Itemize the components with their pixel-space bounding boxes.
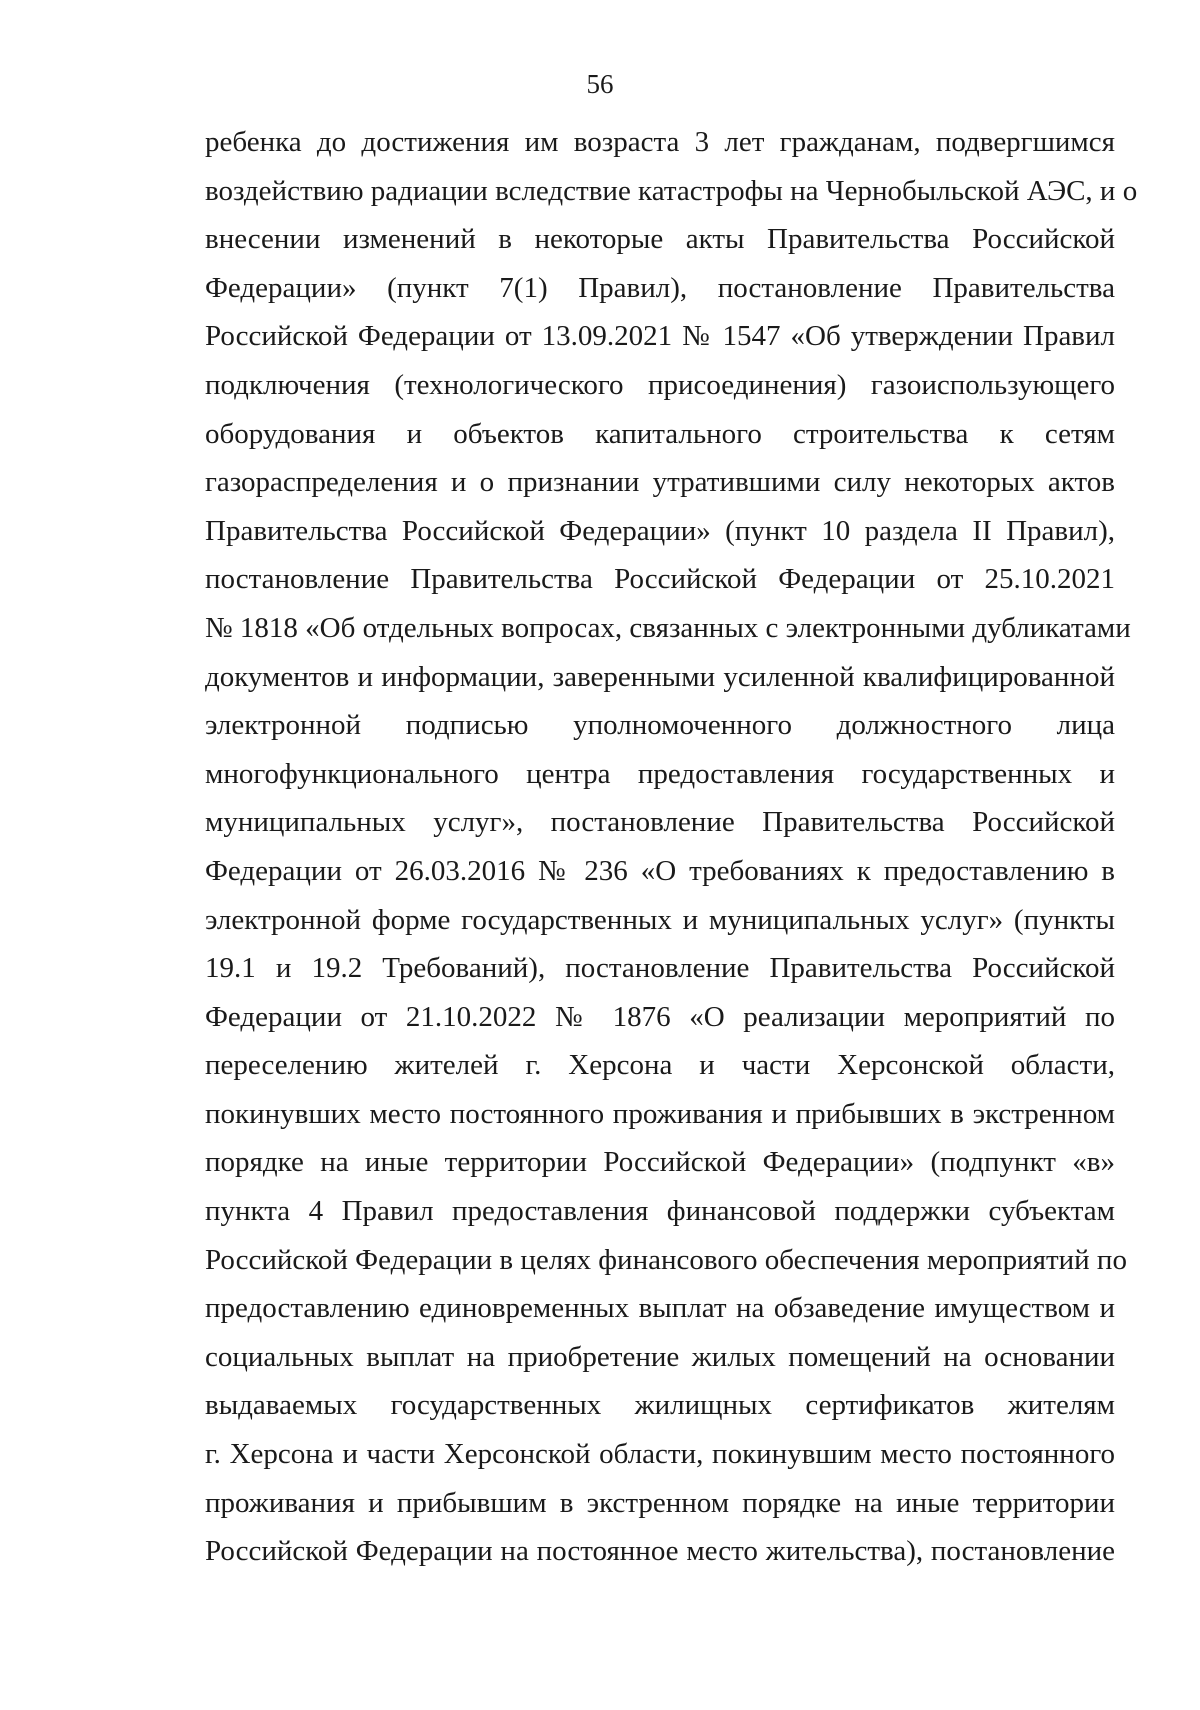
body-text (205, 118, 1138, 1576)
text-line: многофункционального центра предоставления государственных и (205, 757, 1115, 790)
text-line: г. Херсона и части Херсонской области, покинувшим место постоянного (205, 1438, 1115, 1471)
text-line: Федерации от 21.10.2022 № 1876 «О реализации мероприятий по (205, 1000, 1115, 1033)
text-line: № 1818 «Об отдельных вопросах, связанных с электронными дубликатами (205, 611, 1131, 644)
text-line: Российской Федерации от 13.09.2021 № 1547 «Об утверждении Правил (205, 320, 1115, 353)
text-line: Российской Федерации на постоянное место жительства), постановление (205, 1535, 1115, 1568)
text-line: покинувших место постоянного проживания и прибывших в экстренном (205, 1097, 1115, 1130)
page-number: 56 (586, 69, 614, 99)
text-line: документов и информации, заверенными усиленной квалифицированной (205, 660, 1115, 693)
text-line: пункта 4 Правил предоставления финансовой поддержки субъектам (205, 1195, 1115, 1228)
text-line: выдаваемых государственных жилищных сертификатов жителям (205, 1389, 1115, 1422)
text-line: внесении изменений в некоторые акты Правительства Российской (205, 223, 1115, 256)
text-line: Федерации от 26.03.2016 № 236 «О требованиях к предоставлению в (205, 854, 1115, 887)
text-line: Российской Федерации в целях финансового обеспечения мероприятий по (205, 1243, 1127, 1276)
text-line: постановление Правительства Российской Федерации от 25.10.2021 (205, 563, 1115, 596)
text-line: порядке на иные территории Российской Федерации» (подпункт «в» (205, 1146, 1115, 1179)
text-line: воздействию радиации вследствие катастрофы на Чернобыльской АЭС, и о (205, 174, 1138, 207)
text-line: электронной подписью уполномоченного должностного лица (205, 709, 1115, 742)
text-line: ребенка до достижения им возраста 3 лет гражданам, подвергшимся (205, 126, 1115, 158)
text-line: предоставлению единовременных выплат на обзаведение имуществом и (205, 1292, 1115, 1325)
text-line: проживания и прибывшим в экстренном порядке на иные территории (205, 1486, 1115, 1519)
text-line: социальных выплат на приобретение жилых помещений на основании (205, 1340, 1115, 1373)
text-line: муниципальных услуг», постановление Правительства Российской (205, 806, 1115, 839)
text-line: электронной форме государственных и муниципальных услуг» (пункты (205, 903, 1115, 936)
text-line: Правительства Российской Федерации» (пункт 10 раздела II Правил), (205, 514, 1115, 547)
text-line: оборудования и объектов капитального строительства к сетям (205, 417, 1115, 450)
text-line: 19.1 и 19.2 Требований), постановление Правительства Российской (205, 952, 1115, 985)
text-line: подключения (технологического присоединения) газоиспользующего (205, 368, 1115, 401)
text-line: переселению жителей г. Херсона и части Херсонской области, (205, 1049, 1115, 1082)
text-line: Федерации» (пункт 7(1) Правил), постановление Правительства (205, 271, 1115, 304)
text-line: газораспределения и о признании утратившими силу некоторых актов (205, 466, 1115, 499)
